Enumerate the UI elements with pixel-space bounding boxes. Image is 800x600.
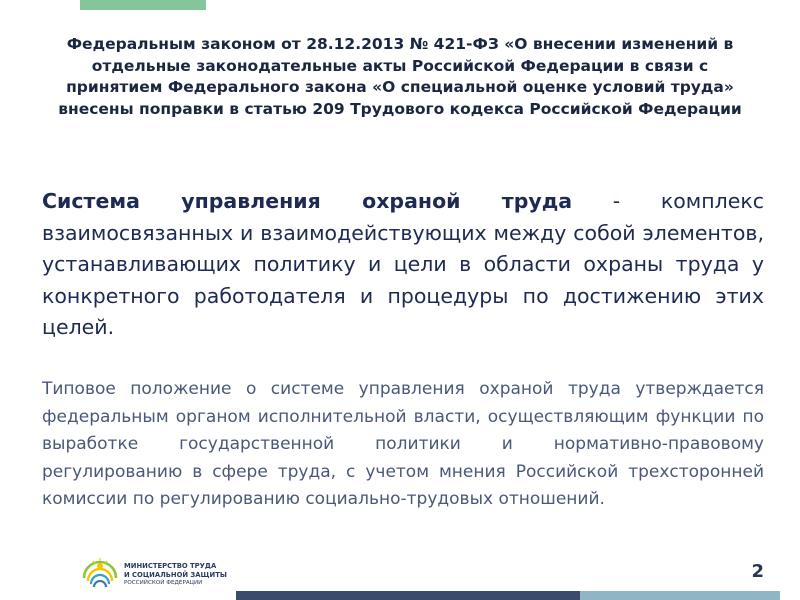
page-number: 2 <box>751 561 764 582</box>
ministry-emblem-icon <box>80 556 120 596</box>
ministry-name <box>124 562 244 588</box>
regulation-paragraph: Типовое положение о системе управления охраной труда утверждается федеральным органом исполнительной власти, осуществляющим функции по выработке государственной политики и нормативно-правовому регулированию в сфере труда, с учетом мнения Российской трехсторонней комиссии по регулированию социально-трудовых отношений. <box>42 379 764 509</box>
title-line: отдельные законодательные акты Российской Федерации в связи с <box>91 56 709 75</box>
definition-term: Система управления охраной труда <box>42 189 573 213</box>
ministry-logo <box>80 556 240 596</box>
ministry-name-line: МИНИСТЕРСТВО ТРУДА <box>124 562 217 570</box>
ministry-name-line: РОССИЙСКОЙ ФЕДЕРАЦИИ <box>124 580 203 586</box>
footer-rule-teal <box>580 591 780 600</box>
title-line: принятием Федерального закона «О специальной оценке условий труда» <box>66 78 734 96</box>
definition-paragraph <box>42 186 764 344</box>
title-line: внесены поправки в статью 209 Трудового кодекса Российской Федерации <box>58 99 742 118</box>
definition-text: - комплекс взаимосвязанных и взаимодействующих между собой элементов, устанавливающих политику и цели в области охраны труда у конкретного работодателя и процедуры по достижению этих целей. <box>42 189 764 339</box>
footer-rule-blue <box>236 591 580 600</box>
slide-title <box>22 34 778 120</box>
title-line: Федеральным законом от 28.12.2013 № 421-ФЗ «О внесении изменений в <box>66 35 734 53</box>
top-accent-tab <box>80 0 206 10</box>
ministry-name-line: И СОЦИАЛЬНОЙ ЗАЩИТЫ <box>124 570 227 579</box>
footer-rule <box>0 591 800 600</box>
